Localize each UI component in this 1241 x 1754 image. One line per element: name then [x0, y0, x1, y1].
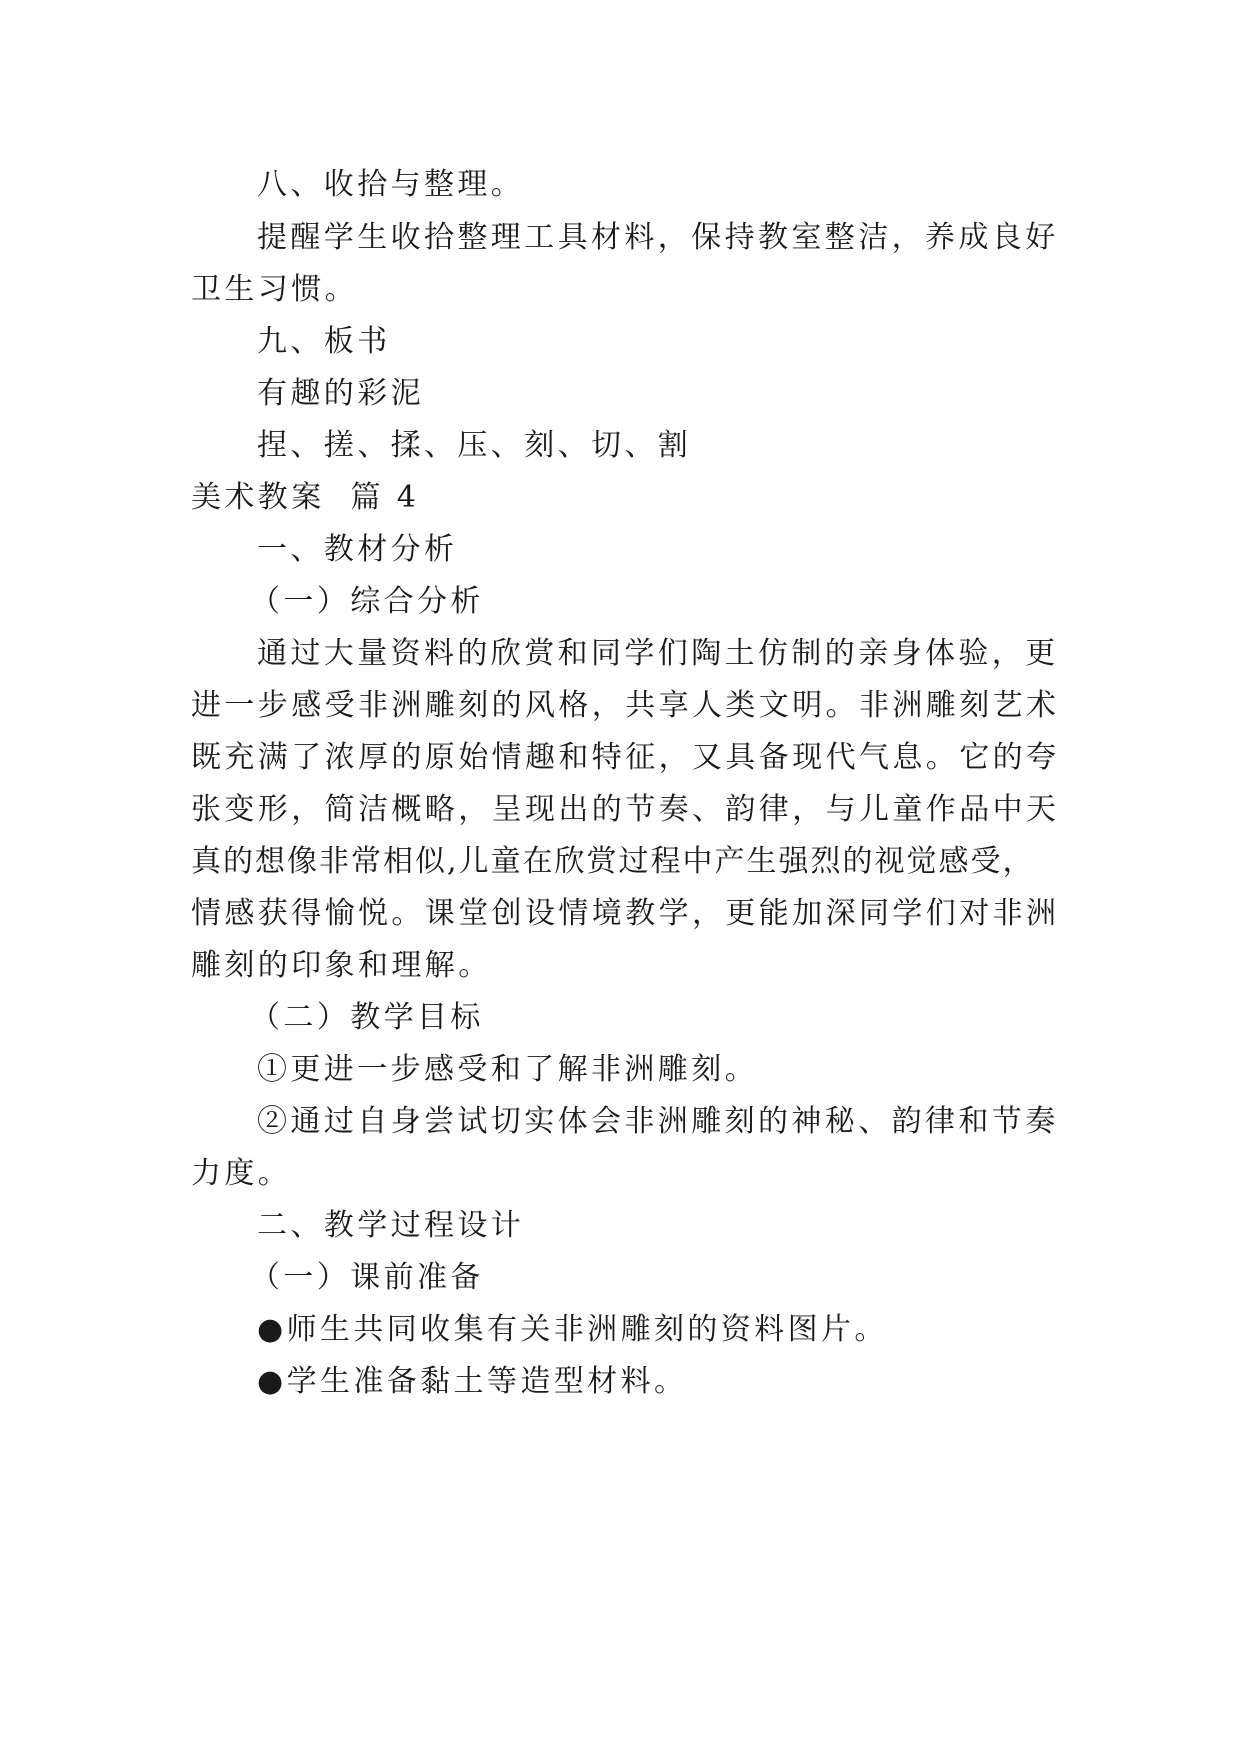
- part-1-heading: 一、教材分析: [257, 532, 458, 567]
- plan-title: 美术教案 篇 4: [191, 480, 420, 515]
- paragraph-line: 既充满了浓厚的原始情趣和特征，又具备现代气息。它的夸: [191, 740, 1060, 775]
- section-8-heading: 八、收拾与整理。: [257, 167, 525, 202]
- paragraph-line: 张变形，简洁概略，呈现出的节奏、韵律，与儿童作品中天: [191, 792, 1060, 827]
- goal-2-line-2: 力度。: [191, 1156, 292, 1191]
- part-2-heading: 二、教学过程设计: [257, 1208, 525, 1243]
- section-9-heading: 九、板书: [257, 324, 391, 359]
- paragraph-line: 雕刻的印象和理解。: [191, 948, 492, 983]
- board-techniques: 捏、搓、揉、压、刻、切、割: [257, 428, 692, 463]
- prep-item-1: ●师生共同收集有关非洲雕刻的资料图片。: [257, 1312, 888, 1347]
- paragraph-line: 真的想像非常相似,儿童在欣赏过程中产生强烈的视觉感受，: [191, 844, 1035, 879]
- paragraph-line: 情感获得愉悦。课堂创设情境教学，更能加深同学们对非洲: [191, 896, 1060, 931]
- section-8-body-line-2: 卫生习惯。: [191, 272, 358, 307]
- goal-2-line-1: ②通过自身尝试切实体会非洲雕刻的神秘、韵律和节奏: [257, 1104, 1059, 1139]
- prep-item-2: ●学生准备黏土等造型材料。: [257, 1364, 688, 1399]
- part-2-sub-1-heading: （一）课前准备: [250, 1260, 484, 1295]
- part-1-sub-1-heading: （一）综合分析: [250, 584, 484, 619]
- section-8-body-line-1: 提醒学生收拾整理工具材料，保持教室整洁，养成良好: [257, 220, 1059, 255]
- goal-1: ①更进一步感受和了解非洲雕刻。: [257, 1052, 758, 1087]
- board-title: 有趣的彩泥: [257, 376, 424, 411]
- paragraph-line: 进一步感受非洲雕刻的风格，共享人类文明。非洲雕刻艺术: [191, 688, 1060, 723]
- paragraph-line: 通过大量资料的欣赏和同学们陶土仿制的亲身体验，更: [257, 636, 1059, 671]
- part-1-sub-2-heading: （二）教学目标: [250, 1000, 484, 1035]
